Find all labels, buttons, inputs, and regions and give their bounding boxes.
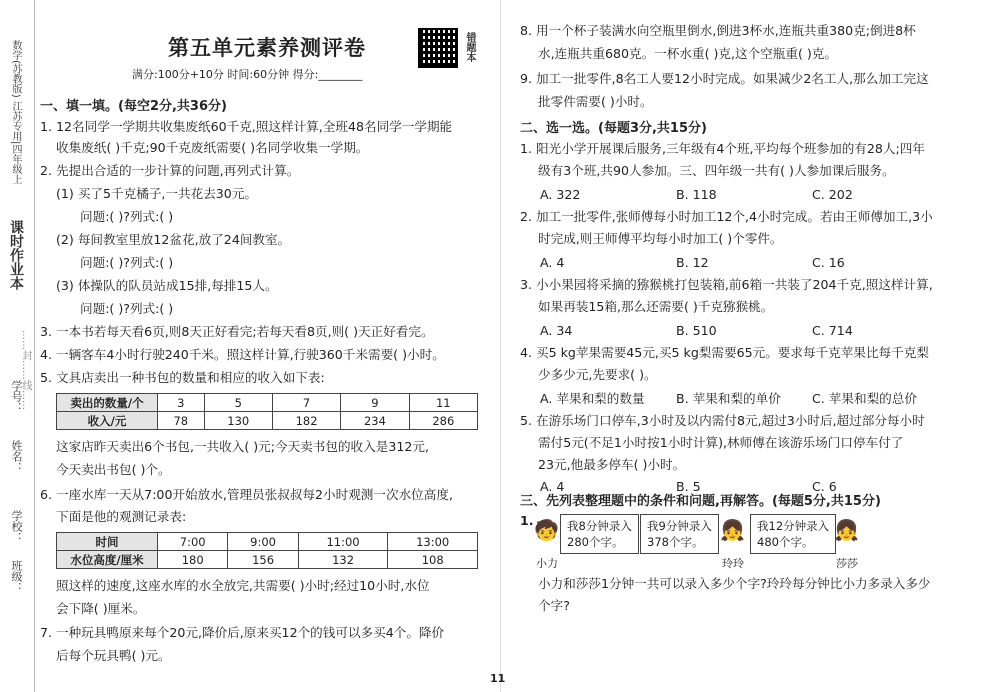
c4-option-c[interactable]: C. 苹果和梨的总价 — [812, 391, 917, 406]
class-field: 班级： — [10, 560, 23, 593]
table-cell: 130 — [204, 412, 272, 430]
c2-option-b[interactable]: B. 12 — [676, 255, 709, 270]
c2-option-a[interactable]: A. 4 — [540, 255, 565, 270]
table-cell: 182 — [272, 412, 340, 430]
q2-3: (3) 体操队的队员站成15排,每排15人。 — [56, 278, 278, 293]
q5-line: 5. 文具店卖出一种书包的数量和相应的收入如下表: — [40, 370, 325, 385]
number-field: 学号： — [10, 380, 23, 413]
binding-sidebar — [0, 0, 35, 692]
table-cell: 286 — [409, 412, 477, 430]
table-row — [57, 394, 478, 412]
table-cell: 3 — [158, 394, 205, 412]
q9-line-b: 批零件需要( )小时。 — [538, 94, 653, 109]
sales-table — [56, 393, 478, 430]
table-cell: 132 — [298, 551, 388, 569]
table-cell: 7:00 — [158, 533, 228, 551]
q9-line-a: 9. 加工一批零件,8名工人要12小时完成。如果减少2名工人,那么加工完这 — [520, 71, 929, 86]
q6-line-a: 6. 一座水库一天从7:00开始放水,管理员张叔叔每2小时观测一次水位高度, — [40, 487, 453, 502]
c1-line-a: 1. 阳光小学开展课后服务,三年级有4个班,平均每个班参加的有28人;四年 — [520, 141, 925, 156]
page-divider — [500, 0, 501, 692]
table-row — [57, 412, 478, 430]
q5-line-a: 这家店昨天卖出6个书包,一共收入( )元;今天卖书包的收入是312元, — [56, 439, 429, 454]
q4-line: 4. 一辆客车4小时行驶240千米。照这样计算,行驶360千米需要( )小时。 — [40, 347, 445, 362]
table-header: 卖出的数量/个 — [57, 394, 158, 412]
c5-option-a[interactable]: A. 4 — [540, 479, 565, 494]
table-cell: 7 — [272, 394, 340, 412]
table-cell: 9:00 — [228, 533, 298, 551]
c5-line-a: 5. 在游乐场门口停车,3小时及以内需付8元,超过3小时后,超过部分每小时 — [520, 413, 925, 428]
exam-meta: 满分:100分+10分 时间:60分钟 得分:________ — [132, 68, 363, 81]
qr-label: 错题本 — [464, 32, 475, 62]
c5-option-c[interactable]: C. 6 — [812, 479, 837, 494]
bubble-shasha: 我12分钟录入 480个字。 — [750, 514, 836, 554]
page-title: 第五单元素养测评卷 — [168, 36, 366, 60]
q8-line-a: 8. 用一个杯子装满水向空瓶里倒水,倒进3杯水,连瓶共重380克;倒进8杯 — [520, 23, 916, 38]
name-xiaoli: 小力 — [536, 557, 558, 570]
c1-option-b[interactable]: B. 118 — [676, 187, 717, 202]
problem-1-question-a: 小力和莎莎1分钟一共可以录入多少个字?玲玲每分钟比小力多录入多少 — [538, 576, 931, 591]
q5-line-b: 今天卖出书包( )个。 — [56, 462, 171, 477]
section-fill-in: 一、填一填。(每空2分,共36分) — [40, 99, 227, 114]
name-lingling: 玲玲 — [722, 557, 744, 570]
qr-code-icon — [418, 28, 458, 68]
q8-line-b: 水,连瓶共重680克。一杯水重( )克,这个空瓶重( )克。 — [538, 46, 837, 61]
table-cell: 5 — [204, 394, 272, 412]
table-cell: 9 — [341, 394, 409, 412]
c3-line-a: 3. 小小果园将采摘的猕猴桃打包装箱,前6箱一共装了204千克,照这样计算, — [520, 277, 933, 292]
c4-option-b[interactable]: B. 苹果和梨的单价 — [676, 391, 781, 406]
q7-line-a: 7. 一种玩具鸭原来每个20元,降价后,原来买12个的钱可以多买4个。降价 — [40, 625, 445, 640]
table-cell: 78 — [158, 412, 205, 430]
q2-1: (1) 买了5千克橘子,一共花去30元。 — [56, 186, 258, 201]
kid-shasha-icon: 👧 — [834, 518, 859, 542]
c5-line-c: 23元,他最多停车( )小时。 — [538, 457, 686, 472]
problem-1-question-b: 个字? — [538, 598, 570, 613]
school-field: 学校： — [10, 510, 23, 543]
bubble-xiaoli: 我8分钟录入 280个字。 — [560, 514, 639, 554]
c2-option-c[interactable]: C. 16 — [812, 255, 845, 270]
table-cell: 156 — [228, 551, 298, 569]
water-level-table — [56, 532, 478, 569]
q2-2-question: 问题:( )?列式:( ) — [80, 255, 174, 270]
kid-xiaoli-icon: 🧒 — [534, 518, 559, 542]
table-header: 收入/元 — [57, 412, 158, 430]
table-cell: 11 — [409, 394, 477, 412]
table-header: 时间 — [57, 533, 158, 551]
table-cell: 180 — [158, 551, 228, 569]
c5-option-b[interactable]: B. 5 — [676, 479, 701, 494]
q2-3-question: 问题:( )?列式:( ) — [80, 301, 174, 316]
q6-line-c: 照这样的速度,这座水库的水全放完,共需要( )小时;经过10小时,水位 — [56, 578, 430, 593]
cut-line: ……封……线…… — [20, 330, 31, 410]
c1-option-a[interactable]: A. 322 — [540, 187, 581, 202]
q2-2: (2) 每间教室里放12盆花,放了24间教室。 — [56, 232, 291, 247]
c1-line-b: 级有3个班,共90人参加。三、四年级一共有( )人参加课后服务。 — [538, 163, 895, 178]
q7-line-b: 后每个玩具鸭( )元。 — [56, 648, 171, 663]
q1-line1: 1. 12名同学一学期共收集废纸60千克,照这样计算,全班48名同学一学期能 — [40, 119, 453, 134]
q6-line-b: 下面是他的观测记录表: — [56, 509, 187, 524]
c2-line-a: 2. 加工一批零件,张师傅每小时加工12个,4小时完成。若由王师傅加工,3小 — [520, 209, 933, 224]
c5-line-b: 需付5元(不足1小时按1小时计算),林师傅在该游乐场门口停车付了 — [538, 435, 904, 450]
table-cell: 234 — [341, 412, 409, 430]
table-row — [57, 533, 478, 551]
section-solve: 三、先列表整理题中的条件和问题,再解答。(每题5分,共15分) — [520, 494, 881, 509]
table-row — [57, 551, 478, 569]
table-cell: 11:00 — [298, 533, 388, 551]
c3-line-b: 如果再装15箱,那么还需要( )千克猕猴桃。 — [538, 299, 774, 314]
subject-label: 数学(苏教版) 江苏专用|四年级上 — [10, 40, 21, 185]
q6-line-d: 会下降( )厘米。 — [56, 601, 146, 616]
c1-option-c[interactable]: C. 202 — [812, 187, 853, 202]
page-number: 11 — [490, 672, 506, 685]
c4-line-a: 4. 买5 kg苹果需要45元,买5 kg梨需要65元。要求每千克苹果比每千克梨 — [520, 345, 929, 360]
c4-line-b: 少多少元,先要求( )。 — [538, 367, 657, 382]
table-cell: 13:00 — [388, 533, 478, 551]
section-choice: 二、选一选。(每题3分,共15分) — [520, 121, 707, 136]
c4-option-a[interactable]: A. 苹果和梨的数量 — [540, 391, 645, 406]
bubble-lingling: 我9分钟录入 378个字。 — [640, 514, 719, 554]
brand-label: 课时作业本 — [8, 220, 24, 290]
table-header: 水位高度/厘米 — [57, 551, 158, 569]
q1-line2: 收集废纸( )千克;90千克废纸需要( )名同学收集一学期。 — [56, 140, 369, 155]
q2-line: 2. 先提出合适的一步计算的问题,再列式计算。 — [40, 163, 300, 178]
name-field: 姓名： — [10, 440, 23, 473]
q2-1-question: 问题:( )?列式:( ) — [80, 209, 174, 224]
c3-option-b[interactable]: B. 510 — [676, 323, 717, 338]
table-cell: 108 — [388, 551, 478, 569]
q3-line: 3. 一本书若每天看6页,则8天正好看完;若每天看8页,则( )天正好看完。 — [40, 324, 434, 339]
c2-line-b: 时完成,则王师傅平均每小时加工( )个零件。 — [538, 231, 783, 246]
c3-option-c[interactable]: C. 714 — [812, 323, 853, 338]
name-shasha: 莎莎 — [836, 557, 858, 570]
kid-lingling-icon: 👧 — [720, 518, 745, 542]
problem-1-number: 1. — [520, 513, 534, 528]
c3-option-a[interactable]: A. 34 — [540, 323, 573, 338]
